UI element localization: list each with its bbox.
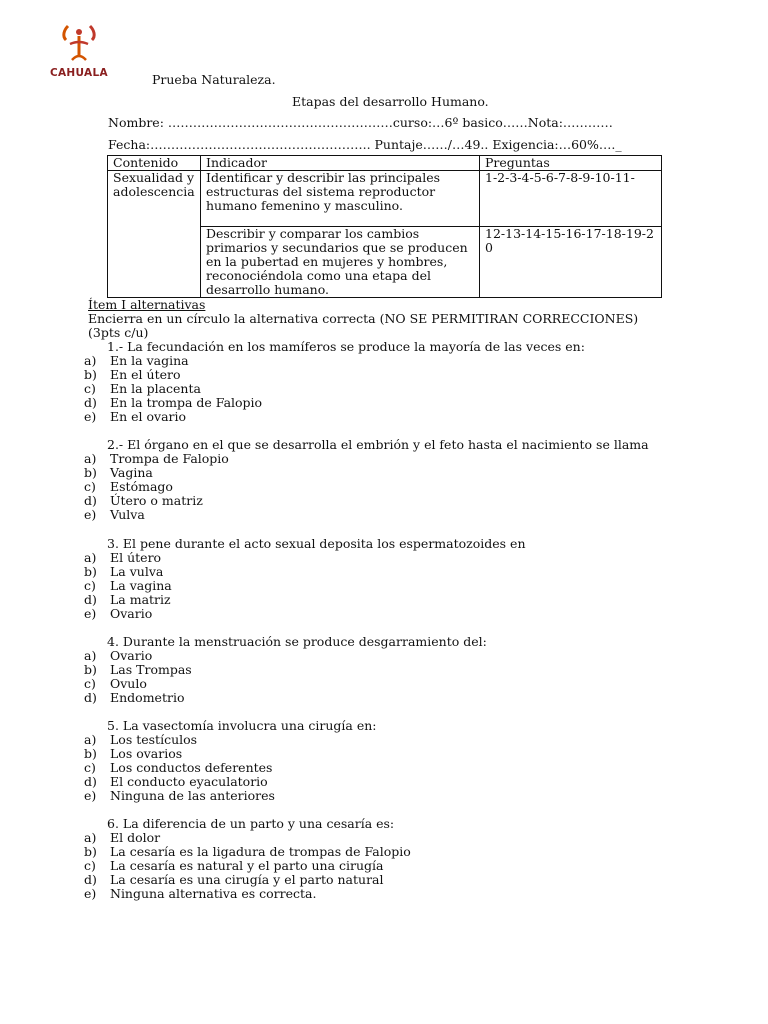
option-text: La vulva (110, 564, 164, 579)
option-letter: c) (84, 578, 96, 593)
question-3 (84, 537, 526, 621)
question-text: 6. La diferencia de un parto y una cesaría es: (107, 816, 395, 831)
list-item[interactable] (84, 480, 649, 494)
questions-cell: 1-2-3-4-5-6-7-8-9-10-11- (480, 171, 662, 227)
list-item[interactable] (84, 733, 377, 747)
list-item[interactable] (84, 354, 585, 368)
question-2 (84, 438, 649, 522)
list-item[interactable] (84, 663, 487, 677)
option-text: El útero (110, 550, 162, 565)
option-letter: d) (84, 592, 97, 607)
option-text: La vagina (110, 578, 172, 593)
option-text: La matriz (110, 592, 171, 607)
list-item[interactable] (84, 789, 377, 803)
list-item[interactable] (84, 887, 411, 901)
option-letter: e) (84, 507, 97, 522)
option-text: La cesaría es la ligadura de trompas de Falopio (110, 844, 411, 859)
questions-cell: 12-13-14-15-16-17-18-19-20 (480, 227, 662, 298)
option-letter: a) (84, 732, 97, 747)
section-instruction: Encierra en un círculo la alternativa correcta (NO SE PERMITIRAN CORRECCIONES) (88, 311, 639, 326)
option-text: En la vagina (110, 353, 189, 368)
option-text: En la placenta (110, 381, 201, 396)
option-letter: a) (84, 648, 97, 663)
indicator-cell: Identificar y describir las principales estructuras del sistema reproductor humano femenino y masculino. (201, 171, 480, 227)
option-text: El conducto eyaculatorio (110, 774, 268, 789)
list-item[interactable] (84, 845, 411, 859)
option-letter: c) (84, 381, 96, 396)
option-letter: c) (84, 858, 96, 873)
section-points: (3pts c/u) (88, 325, 149, 340)
option-letter: c) (84, 760, 96, 775)
list-item[interactable] (84, 579, 526, 593)
option-text: Ovario (110, 648, 153, 663)
option-text: Los testículos (110, 732, 198, 747)
header-indicator: Indicador (201, 156, 480, 171)
question-text: 1.- La fecundación en los mamíferos se produce la mayoría de las veces en: (107, 339, 585, 354)
option-letter: b) (84, 662, 97, 677)
test-subtitle: Etapas del desarrollo Humano. (292, 94, 489, 109)
question-text: 2.- El órgano en el que se desarrolla el embrión y el feto hasta el nacimiento se llama (107, 437, 649, 452)
list-item[interactable] (84, 873, 411, 887)
option-letter: c) (84, 676, 96, 691)
list-item[interactable] (84, 831, 411, 845)
plan-table (107, 155, 662, 298)
option-letter: b) (84, 367, 97, 382)
header-questions: Preguntas (480, 156, 662, 171)
list-item[interactable] (84, 593, 526, 607)
option-text: Trompa de Falopio (110, 451, 229, 466)
option-text: Ninguna de las anteriores (110, 788, 275, 803)
test-title: Prueba Naturaleza. (152, 72, 276, 87)
list-item[interactable] (84, 649, 487, 663)
plan-table-header (108, 156, 662, 171)
question-5 (84, 719, 377, 803)
date-line: Fecha:…………………………………………….. Puntaje……/…49.. Exigencia:…60%…._ (108, 137, 622, 152)
list-item[interactable] (84, 747, 377, 761)
option-letter: e) (84, 886, 97, 901)
list-item[interactable] (84, 396, 585, 410)
option-letter: d) (84, 690, 97, 705)
option-text: Ninguna alternativa es correcta. (110, 886, 317, 901)
option-letter: d) (84, 774, 97, 789)
school-name: CAHUALA (50, 67, 108, 79)
list-item[interactable] (84, 691, 487, 705)
option-letter: a) (84, 451, 97, 466)
question-text: 3. El pene durante el acto sexual deposita los espermatozoides en (107, 536, 526, 551)
option-text: Los ovarios (110, 746, 183, 761)
option-letter: b) (84, 465, 97, 480)
question-4 (84, 635, 487, 705)
option-letter: b) (84, 564, 97, 579)
content-cell: Sexualidad y adolescencia (108, 171, 201, 298)
option-letter: e) (84, 788, 97, 803)
option-letter: a) (84, 830, 97, 845)
option-text: Estómago (110, 479, 173, 494)
option-letter: b) (84, 746, 97, 761)
list-item[interactable] (84, 466, 649, 480)
question-text: 5. La vasectomía involucra una cirugía en: (107, 718, 377, 733)
option-text: En el ovario (110, 409, 187, 424)
list-item[interactable] (84, 607, 526, 621)
list-item[interactable] (84, 382, 585, 396)
name-line: Nombre: ………………………………………………curso:…6º basico……Nota:………… (108, 115, 613, 130)
option-letter: d) (84, 395, 97, 410)
option-text: La cesaría es una cirugía y el parto natural (110, 872, 384, 887)
option-text: El dolor (110, 830, 161, 845)
list-item[interactable] (84, 410, 585, 424)
list-item[interactable] (84, 368, 585, 382)
option-text: Las Trompas (110, 662, 192, 677)
option-letter: d) (84, 872, 97, 887)
question-6 (84, 817, 411, 901)
option-letter: e) (84, 409, 97, 424)
list-item[interactable] (84, 859, 411, 873)
option-letter: d) (84, 493, 97, 508)
list-item[interactable] (84, 452, 649, 466)
question-1 (84, 340, 585, 424)
indicator-cell: Describir y comparar los cambios primarios y secundarios que se producen en la pubertad en mujeres y hombres, reconociéndola como una etapa del desarrollo humano. (201, 227, 480, 298)
header-content: Contenido (108, 156, 201, 171)
option-letter: c) (84, 479, 96, 494)
list-item[interactable] (84, 508, 649, 522)
option-text: Endometrio (110, 690, 185, 705)
question-text: 4. Durante la menstruación se produce desgarramiento del: (107, 634, 487, 649)
option-text: Ovario (110, 606, 153, 621)
option-text: En el útero (110, 367, 181, 382)
list-item[interactable] (84, 551, 526, 565)
list-item[interactable] (84, 677, 487, 691)
option-letter: b) (84, 844, 97, 859)
option-text: Vagina (110, 465, 153, 480)
list-item[interactable] (84, 761, 377, 775)
option-text: En la trompa de Falopio (110, 395, 263, 410)
option-text: Vulva (110, 507, 145, 522)
table-row (108, 171, 662, 227)
option-letter: e) (84, 606, 97, 621)
list-item[interactable] (84, 565, 526, 579)
option-text: Útero o matriz (110, 493, 203, 508)
option-text: Los conductos deferentes (110, 760, 273, 775)
option-text: La cesaría es natural y el parto una cirugía (110, 858, 384, 873)
section-title: Ítem I alternativas (88, 297, 206, 312)
option-text: Ovulo (110, 676, 147, 691)
list-item[interactable] (84, 775, 377, 789)
list-item[interactable] (84, 494, 649, 508)
option-letter: a) (84, 550, 97, 565)
option-letter: a) (84, 353, 97, 368)
